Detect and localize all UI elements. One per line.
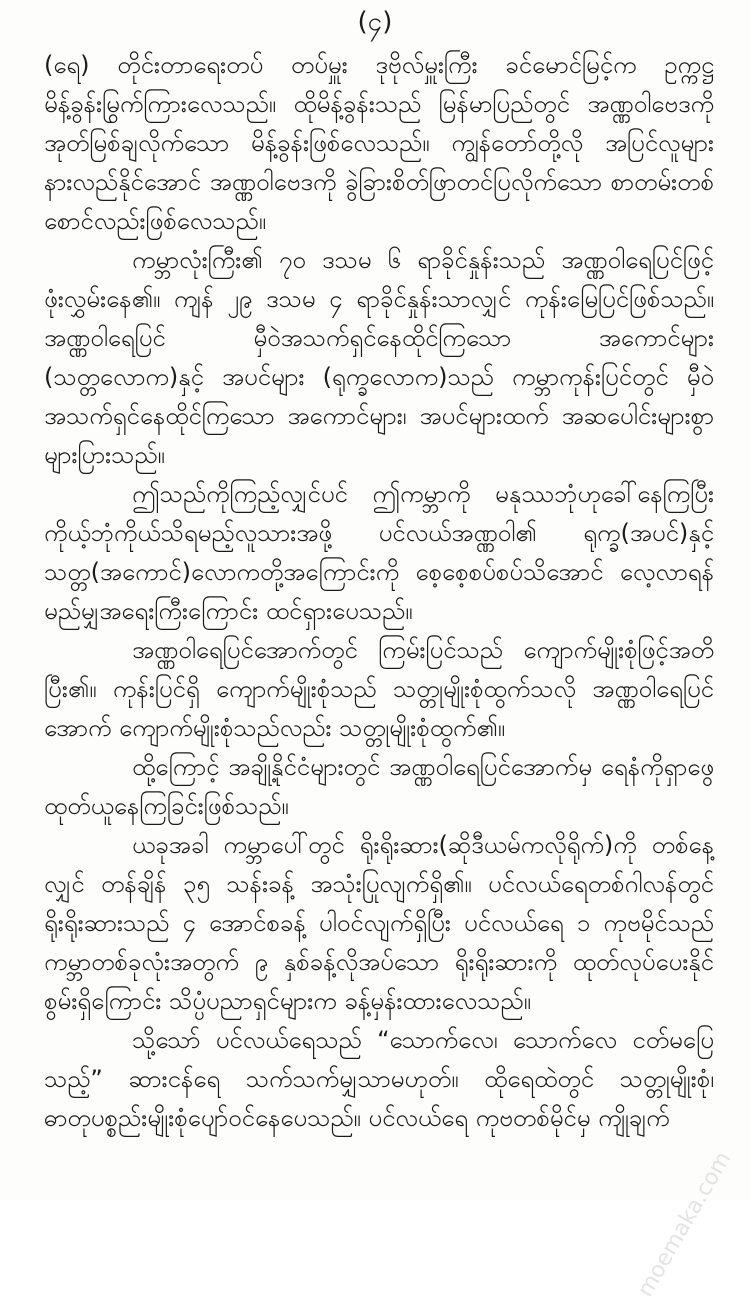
paragraph-3: ဤသည်ကိုကြည့်လျှင်ပင် ဤကမ္ဘာကို မနုဿဘုံဟုခေါ်နေကြပြီး ကိုယ့်ဘုံကိုယ်သိရမည့်လူသားအဖို့ ပင်လယ်အဏ္ဏဝါ၏ ရုက္ခ(အပင်)နှင့် သတ္တ(အကောင်)လောကတို့အကြောင်းကို စေ့စေ့စပ်စပ်သိအောင် လေ့လာရန် မည်မျှအရေးကြီးကြောင်း ထင်ရှားပေသည်။ bbox=[44, 475, 714, 631]
paragraph-6: ယခုအခါ ကမ္ဘာပေါ်တွင် ရိုးရိုးဆား(ဆိုဒီယမ်ကလိုရိုက်)ကို တစ်နေ့လျှင် တန်ချိန် ၃၅ သန်းခန့် အသုံးပြုလျက်ရှိ၏။ ပင်လယ်ရေတစ်ဂါလန်တွင် ရိုးရိုးဆားသည် ၄ အောင်စခန့် ပါဝင်လျက်ရှိပြီး ပင်လယ်ရေ ၁ ကုဗမိုင်သည် ကမ္ဘာတစ်ခုလုံးအတွက် ၉ နှစ်ခန့်လိုအပ်သော ရိုးရိုးဆားကို ထုတ်လုပ်ပေးနိုင်စွမ်းရှိကြောင်း သိပ္ပံပညာရှင်များက ခန့်မှန်းထားလေသည်။ bbox=[44, 826, 714, 1021]
paragraph-1: (ရေ) တိုင်းတာရေးတပ် တပ်မှူး ဒုဗိုလ်မှူးကြီး ခင်မောင်မြင့်က ဥက္ကဋ္ဌမိန့်ခွန်းမြွက်ကြားလေသည်။ ထိုမိန့်ခွန်းသည် မြန်မာပြည်တွင် အဏ္ဏဝါဗေဒကို အုတ်မြစ်ချလိုက်သော မိန့်ခွန်းဖြစ်လေသည်။ ကျွန်တော်တို့လို အပြင်လူများ နားလည်နိုင်အောင် အဏ္ဏဝါဗေဒကို ခွဲခြားစိတ်ဖြာတင်ပြလိုက်သော စာတမ်းတစ်စောင်လည်းဖြစ်လေသည်။ bbox=[44, 46, 714, 241]
watermark: moemaka.com bbox=[633, 1148, 736, 1301]
page-number: (၄) bbox=[0, 4, 750, 40]
paragraph-4: အဏ္ဏဝါရေပြင်အောက်တွင် ကြမ်းပြင်သည် ကျောက်မျိုးစုံဖြင့်အတိပြီး၏။ ကုန်းပြင်ရှိ ကျောက်မျိုးစုံသည် သတ္တုမျိုးစုံထွက်သလို အဏ္ဏဝါရေပြင်အောက် ကျောက်မျိုးစုံသည်လည်း သတ္တုမျိုးစုံထွက်၏။ bbox=[44, 631, 714, 748]
paragraph-2: ကမ္ဘာလုံးကြီး၏ ၇၀ ဒသမ ၆ ရာခိုင်နှုန်းသည် အဏ္ဏဝါရေပြင်ဖြင့်ဖုံးလွှမ်းနေ၏။ ကျန် ၂၉ ဒသမ ၄ ရာခိုင်နှုန်းသာလျှင် ကုန်းမြေပြင်ဖြစ်သည်။ အဏ္ဏဝါရေပြင် မှီဝဲအသက်ရှင်နေထိုင်ကြသော အကောင်များ (သတ္တလောက)နှင့် အပင်များ (ရုက္ခလောက)သည် ကမ္ဘာကုန်းပြင်တွင် မှီဝဲအသက်ရှင်နေထိုင်ကြသော အကောင်များ၊ အပင်များထက် အဆပေါင်းများစွာ များပြားသည်။ bbox=[44, 241, 714, 475]
paragraph-5: ထို့ကြောင့် အချို့နိုင်ငံများတွင် အဏ္ဏဝါရေပြင်အောက်မှ ရေနံကိုရှာဖွေထုတ်ယူနေကြခြင်းဖြစ်သည်။ bbox=[44, 748, 714, 826]
body-text bbox=[44, 46, 714, 1138]
paragraph-7: သို့သော် ပင်လယ်ရေသည် “သောက်လေ၊ သောက်လေ ငတ်မပြေသည့်” ဆားငန်ရေ သက်သက်မျှသာမဟုတ်။ ထိုရေထဲတွင် သတ္တုမျိုးစုံ၊ ဓာတုပစ္စည်းမျိုးစုံပျော်ဝင်နေပေသည်။ ပင်လယ်ရေ ကုဗတစ်မိုင်မှ ကျိုချက် bbox=[44, 1021, 714, 1138]
